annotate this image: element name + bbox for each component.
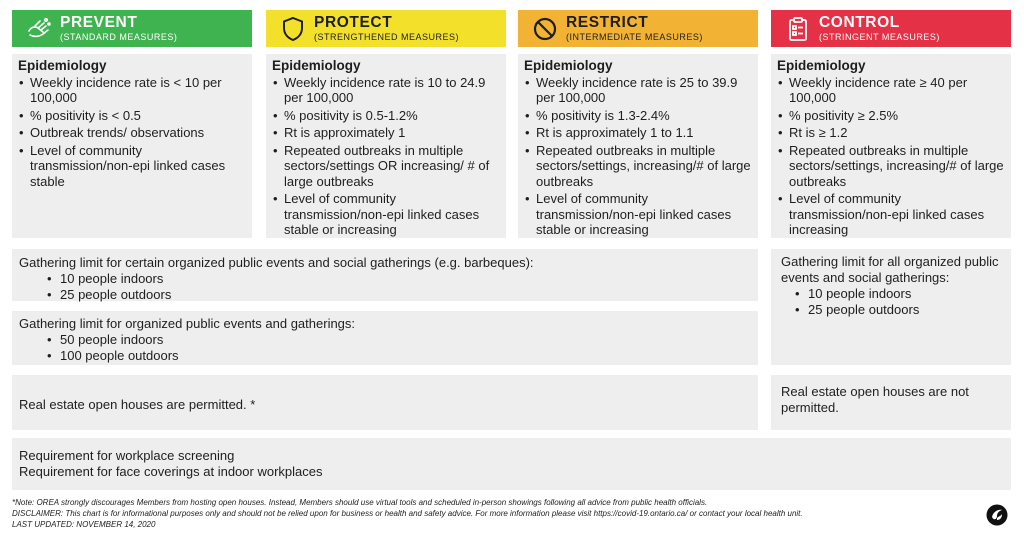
header-title: PREVENT	[60, 14, 138, 32]
gathering-outdoors-text: 100 people outdoors	[60, 348, 179, 363]
gathering-outdoors-text: 25 people outdoors	[808, 302, 920, 317]
epidemiology-title: Epidemiology	[272, 58, 361, 73]
epidemiology-control	[771, 54, 1011, 238]
footer-note: *Note: OREA strongly discourages Members from hosting open houses. Instead, Members should use virtual tools and scheduled in-person showings following all advice from public health officials.	[12, 498, 708, 507]
epidemiology-title: Epidemiology	[524, 58, 613, 73]
list-item: • Rt is ≥ 1.2	[777, 125, 1005, 141]
gathering-indoors-text: 10 people indoors	[60, 271, 164, 286]
gathering-text: Gathering limit for all organized public events and social gatherings:	[781, 254, 999, 285]
footer	[12, 497, 972, 530]
gathering-text: Gathering limit for certain organized public events and social gatherings (e.g. barbeques):	[19, 255, 534, 270]
workplace-line: Requirement for workplace screening	[19, 448, 235, 463]
footer-updated: LAST UPDATED: NOVEMBER 14, 2020	[12, 520, 156, 529]
header-control	[771, 10, 1011, 47]
list-item: • Repeated outbreaks in multiple sectors/settings OR increasing/ # of large outbreaks	[272, 143, 500, 190]
bullet: •	[795, 302, 800, 317]
gathering-indoors-text: 50 people indoors	[60, 332, 164, 347]
list-item: • % positivity is < 0.5	[18, 108, 246, 124]
header-title: PROTECT	[314, 14, 393, 32]
workplace-requirements	[12, 438, 1011, 490]
list-item: • Rt is approximately 1	[272, 125, 500, 141]
list-item: • % positivity is 0.5-1.2%	[272, 108, 500, 124]
hands-washing-icon	[26, 16, 52, 42]
clipboard-icon	[785, 16, 811, 42]
header-subtitle: (STRINGENT MEASURES)	[819, 31, 940, 42]
list-item: • Outbreak trends/ observations	[18, 125, 246, 141]
gathering-indoors	[19, 332, 751, 348]
real-estate-text: Real estate open houses are not permitted.	[781, 384, 969, 415]
list-item: • Repeated outbreaks in multiple sectors/settings, increasing/# of large outbreaks	[777, 143, 1005, 190]
gathering-limit-organized	[12, 311, 758, 365]
gathering-limit-control	[771, 249, 1011, 365]
gathering-indoors	[19, 271, 751, 287]
list-item: • Level of community transmission/non-epi linked cases stable or increasing	[272, 191, 500, 238]
real-estate-text: Real estate open houses are permitted. *	[19, 397, 256, 412]
list-item: • Level of community transmission/non-epi linked cases increasing	[777, 191, 1005, 238]
list-item: • Level of community transmission/non-epi linked cases stable or increasing	[524, 191, 752, 238]
header-title: RESTRICT	[566, 14, 649, 32]
footer-disclaimer: DISCLAIMER: This chart is for informational purposes only and should not be relied upon for business or health and safety advice. For more information please visit https://covid-19.ontario.ca/ or contact your local health unit.	[12, 509, 803, 518]
list-item: • Weekly incidence rate is 25 to 39.9 per 100,000	[524, 75, 752, 106]
gathering-indoors	[781, 286, 1001, 302]
gathering-text: Gathering limit for organized public events and gatherings:	[19, 316, 356, 331]
gathering-outdoors	[19, 348, 751, 364]
gathering-limit-certain	[12, 249, 758, 301]
gathering-outdoors	[19, 287, 751, 303]
epidemiology-title: Epidemiology	[18, 58, 107, 73]
epidemiology-title: Epidemiology	[777, 58, 866, 73]
header-title: CONTROL	[819, 14, 900, 32]
real-estate-permitted	[12, 375, 758, 430]
header-protect	[266, 10, 506, 47]
gathering-outdoors-text: 25 people outdoors	[60, 287, 172, 302]
list-item: • Level of community transmission/non-epi linked cases stable	[18, 143, 246, 190]
real-estate-not-permitted	[771, 375, 1011, 430]
bullet: •	[47, 287, 52, 302]
list-item: • Weekly incidence rate is < 10 per 100,000	[18, 75, 246, 106]
list-item: • % positivity ≥ 2.5%	[777, 108, 1005, 124]
list-item: • Rt is approximately 1 to 1.1	[524, 125, 752, 141]
gathering-indoors-text: 10 people indoors	[808, 286, 912, 301]
list-item: • Weekly incidence rate is 10 to 24.9 per 100,000	[272, 75, 500, 106]
header-restrict	[518, 10, 758, 47]
header-subtitle: (STRENGTHENED MEASURES)	[314, 31, 460, 42]
workplace-line: Requirement for face coverings at indoor workplaces	[19, 464, 323, 479]
list-item: • Repeated outbreaks in multiple sectors/settings, increasing/# of large outbreaks	[524, 143, 752, 190]
gathering-outdoors	[781, 302, 1001, 318]
epidemiology-restrict	[518, 54, 758, 238]
list-item: • Weekly incidence rate ≥ 40 per 100,000	[777, 75, 1005, 106]
shield-icon	[280, 16, 306, 42]
bullet: •	[47, 332, 52, 347]
header-subtitle: (STANDARD MEASURES)	[60, 31, 178, 42]
bullet: •	[795, 286, 800, 301]
prohibited-icon	[532, 16, 558, 42]
orea-logo-icon	[986, 504, 1008, 526]
list-item: • % positivity is 1.3-2.4%	[524, 108, 752, 124]
header-prevent	[12, 10, 252, 47]
bullet: •	[47, 271, 52, 286]
bullet: •	[47, 348, 52, 363]
header-subtitle: (INTERMEDIATE MEASURES)	[566, 31, 703, 42]
epidemiology-protect	[266, 54, 506, 238]
epidemiology-prevent	[12, 54, 252, 238]
